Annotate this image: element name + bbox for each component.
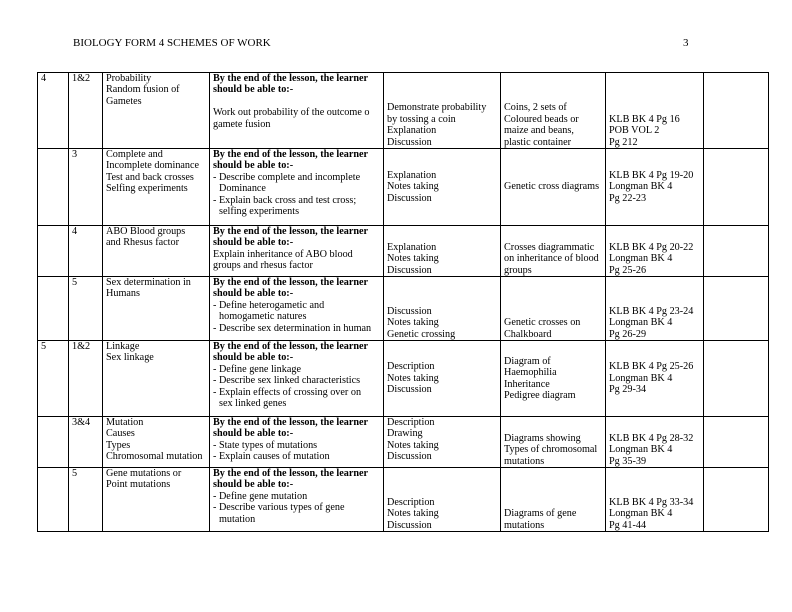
cell-line: Random fusion of (106, 84, 180, 96)
resources-cell (501, 226, 606, 277)
cell-line: Longman BK 4 (609, 181, 673, 193)
cell-line: Description (387, 417, 435, 428)
cell-line: Longman BK 4 (609, 444, 673, 456)
cell-line: Test and back crosses (106, 171, 194, 183)
lesson-number: 4 (72, 226, 78, 237)
remarks-cell (704, 417, 769, 468)
table-row (38, 149, 769, 226)
cell-line: Gene mutations or (106, 468, 182, 479)
lesson-cell (69, 417, 103, 468)
cell-line: Longman BK 4 (609, 253, 673, 265)
cell-line: should be able to:- (213, 479, 294, 491)
cell-line: KLB BK 4 Pg 25-26 (609, 361, 694, 373)
cell-line: - Explain back cross and test cross; (213, 194, 357, 206)
resources-cell (501, 149, 606, 226)
remarks-cell (704, 226, 769, 277)
cell-line: KLB BK 4 Pg 33-34 (609, 496, 694, 508)
cell-line: - Describe sex linked characteristics (213, 375, 361, 387)
cell-line: POB VOL 2 (609, 125, 660, 137)
references-cell (606, 341, 704, 417)
topic-cell (103, 226, 210, 277)
cell-line: should be able to:- (213, 428, 294, 440)
cell-line: Pg 25-26 (609, 264, 647, 276)
resources-cell (501, 277, 606, 341)
cell-line: Haemophilia (504, 367, 557, 379)
objectives-cell (210, 341, 384, 417)
cell-line: Coins, 2 sets of (504, 102, 567, 114)
resources-cell (501, 73, 606, 149)
table-row (38, 226, 769, 277)
cell-line: By the end of the lesson, the learner (213, 149, 369, 160)
cell-line: Humans (106, 288, 140, 300)
cell-line: Causes (106, 428, 135, 440)
cell-line: Probability (106, 73, 152, 84)
cell-line: Genetic crossing (387, 328, 456, 340)
cell-line: should be able to:- (213, 160, 294, 172)
cell-line: - Describe sex determination in human (213, 322, 372, 334)
references-cell (606, 417, 704, 468)
lesson-cell (69, 226, 103, 277)
cell-line: Notes taking (387, 253, 439, 265)
cell-line: mutation (219, 513, 256, 525)
cell-line: Diagram of (504, 355, 551, 367)
cell-line: Gametes (106, 95, 142, 107)
cell-line: Notes taking (387, 508, 439, 520)
cell-line: Pedigree diagram (504, 389, 576, 401)
cell-line: sex linked genes (219, 398, 287, 410)
cell-line: Discussion (387, 384, 432, 396)
remarks-cell (704, 277, 769, 341)
cell-line: By the end of the lesson, the learner (213, 341, 369, 352)
cell-line: Genetic cross diagrams (504, 181, 600, 193)
cell-line: By the end of the lesson, the learner (213, 417, 369, 428)
cell-line: by tossing a coin (387, 113, 456, 125)
cell-line: Discussion (387, 136, 432, 148)
references-cell (606, 73, 704, 149)
cell-line: Types (106, 439, 131, 451)
cell-line: Coloured beads or (504, 113, 579, 125)
table-row (38, 73, 769, 149)
activities-cell (384, 417, 501, 468)
week-cell (38, 417, 69, 468)
cell-line: Drawing (387, 428, 423, 440)
cell-line: KLB BK 4 Pg 20-22 (609, 241, 694, 253)
cell-line: Longman BK 4 (609, 372, 673, 384)
cell-line: groups and rhesus factor (213, 260, 313, 272)
cell-line: Discussion (387, 264, 432, 276)
cell-line: Diagrams showing (504, 432, 581, 444)
cell-line: - State types of mutations (213, 439, 318, 451)
cell-line: groups (504, 264, 532, 276)
references-cell (606, 468, 704, 532)
lesson-cell (69, 277, 103, 341)
cell-line: By the end of the lesson, the learner (213, 468, 369, 479)
lesson-number: 5 (72, 468, 78, 479)
cell-line: - Describe complete and incomplete (213, 171, 361, 183)
cell-line: Complete and (106, 149, 163, 160)
scheme-of-work-table (37, 72, 769, 532)
cell-line: Explanation (387, 169, 437, 181)
topic-cell (103, 341, 210, 417)
cell-line: on inheritance of blood (504, 253, 599, 265)
cell-line: should be able to:- (213, 237, 294, 249)
week-number: 5 (41, 341, 47, 352)
cell-line: Pg 35-39 (609, 455, 647, 467)
cell-line: KLB BK 4 Pg 16 (609, 113, 680, 125)
cell-line: - Define gene linkage (213, 363, 301, 375)
activities-cell (384, 277, 501, 341)
objectives-cell (210, 73, 384, 149)
week-cell (38, 226, 69, 277)
lesson-cell (69, 341, 103, 417)
resources-cell (501, 417, 606, 468)
lesson-number: 1&2 (72, 341, 91, 352)
table-row (38, 417, 769, 468)
cell-line: By the end of the lesson, the learner (213, 226, 369, 237)
activities-cell (384, 468, 501, 532)
topic-cell (103, 417, 210, 468)
cell-line: mutations (504, 519, 545, 531)
week-cell (38, 149, 69, 226)
cell-line: Demonstrate probability (387, 102, 487, 114)
cell-line: Description (387, 496, 435, 508)
cell-line: should be able to:- (213, 352, 294, 364)
references-cell (606, 277, 704, 341)
cell-line: Longman BK 4 (609, 317, 673, 329)
cell-line: Diagrams of gene (504, 508, 577, 520)
cell-line: - Define gene mutation (213, 490, 308, 502)
cell-line: Pg 29-34 (609, 384, 647, 396)
cell-line: Mutation (106, 417, 144, 428)
cell-line: should be able to:- (213, 84, 294, 96)
cell-line: maize and beans, (504, 125, 574, 137)
cell-line: Selfing experiments (106, 183, 188, 195)
week-cell (38, 277, 69, 341)
lesson-number: 3&4 (72, 417, 91, 428)
cell-line: homogametic natures (219, 311, 307, 323)
cell-line: should be able to:- (213, 288, 294, 300)
lesson-cell (69, 149, 103, 226)
cell-line: Chromosomal mutation (106, 451, 203, 463)
topic-cell (103, 149, 210, 226)
cell-line: Crosses diagrammatic (504, 241, 595, 253)
week-number: 4 (41, 73, 47, 84)
references-cell (606, 226, 704, 277)
cell-line: gamete fusion (213, 118, 271, 130)
cell-line: Notes taking (387, 372, 439, 384)
cell-line: Point mutations (106, 479, 171, 491)
cell-line: plastic container (504, 136, 572, 148)
objectives-cell (210, 417, 384, 468)
objectives-cell (210, 277, 384, 341)
resources-cell (501, 468, 606, 532)
cell-line: Explanation (387, 241, 437, 253)
objectives-cell (210, 468, 384, 532)
cell-line: Chalkboard (504, 328, 552, 340)
remarks-cell (704, 468, 769, 532)
topic-cell (103, 468, 210, 532)
cell-line: KLB BK 4 Pg 28-32 (609, 432, 694, 444)
cell-line: Work out probability of the outcome o (213, 107, 370, 119)
document-title: BIOLOGY FORM 4 SCHEMES OF WORK (73, 37, 271, 49)
topic-cell (103, 73, 210, 149)
cell-line: - Describe various types of gene (213, 502, 345, 514)
week-cell (38, 468, 69, 532)
page-number: 3 (683, 37, 689, 49)
cell-line: Incomplete dominance (106, 160, 200, 172)
lesson-number: 1&2 (72, 73, 91, 84)
table-row (38, 468, 769, 532)
cell-line: Discussion (387, 192, 432, 204)
cell-line: Sex linkage (106, 352, 154, 364)
lesson-number: 5 (72, 277, 78, 288)
cell-line: Pg 22-23 (609, 192, 647, 204)
remarks-cell (704, 149, 769, 226)
cell-line: mutations (504, 455, 545, 467)
cell-line: Discussion (387, 305, 432, 317)
cell-line: Notes taking (387, 181, 439, 193)
remarks-cell (704, 73, 769, 149)
cell-line: - Define heterogametic and (213, 299, 325, 311)
cell-line: - Explain effects of crossing over on (213, 386, 362, 398)
activities-cell (384, 149, 501, 226)
cell-line: Dominance (219, 183, 266, 195)
cell-line: KLB BK 4 Pg 23-24 (609, 305, 694, 317)
cell-line: Description (387, 361, 435, 373)
lesson-number: 3 (72, 149, 78, 160)
cell-line: Notes taking (387, 439, 439, 451)
week-cell (38, 73, 69, 149)
cell-line: Discussion (387, 451, 432, 463)
topic-cell (103, 277, 210, 341)
cell-line: Discussion (387, 519, 432, 531)
cell-line: Sex determination in (106, 277, 191, 288)
cell-line: Pg 26-29 (609, 328, 647, 340)
cell-line: and Rhesus factor (106, 237, 179, 249)
cell-line: Pg 41-44 (609, 519, 647, 531)
cell-line: By the end of the lesson, the learner (213, 277, 369, 288)
cell-line: Linkage (106, 341, 140, 352)
activities-cell (384, 73, 501, 149)
remarks-cell (704, 341, 769, 417)
references-cell (606, 149, 704, 226)
cell-line: selfing experiments (219, 206, 300, 218)
activities-cell (384, 341, 501, 417)
lesson-cell (69, 73, 103, 149)
cell-line: Notes taking (387, 317, 439, 329)
cell-line: Inheritance (504, 378, 550, 390)
cell-line: - Explain causes of mutation (213, 451, 330, 463)
cell-line: Genetic crosses on (504, 317, 581, 329)
cell-line: ABO Blood groups (106, 226, 186, 237)
cell-line: Explanation (387, 125, 437, 137)
table-row (38, 341, 769, 417)
cell-line: Longman BK 4 (609, 508, 673, 520)
resources-cell (501, 341, 606, 417)
objectives-cell (210, 226, 384, 277)
cell-line: Explain inheritance of ABO blood (213, 248, 353, 260)
objectives-cell (210, 149, 384, 226)
cell-line (213, 96, 383, 107)
cell-line: Pg 212 (609, 136, 638, 148)
activities-cell (384, 226, 501, 277)
lesson-cell (69, 468, 103, 532)
table-row (38, 277, 769, 341)
week-cell (38, 341, 69, 417)
cell-line: KLB BK 4 Pg 19-20 (609, 169, 694, 181)
cell-line: Types of chromosomal (504, 444, 598, 456)
cell-line: By the end of the lesson, the learner (213, 73, 369, 84)
